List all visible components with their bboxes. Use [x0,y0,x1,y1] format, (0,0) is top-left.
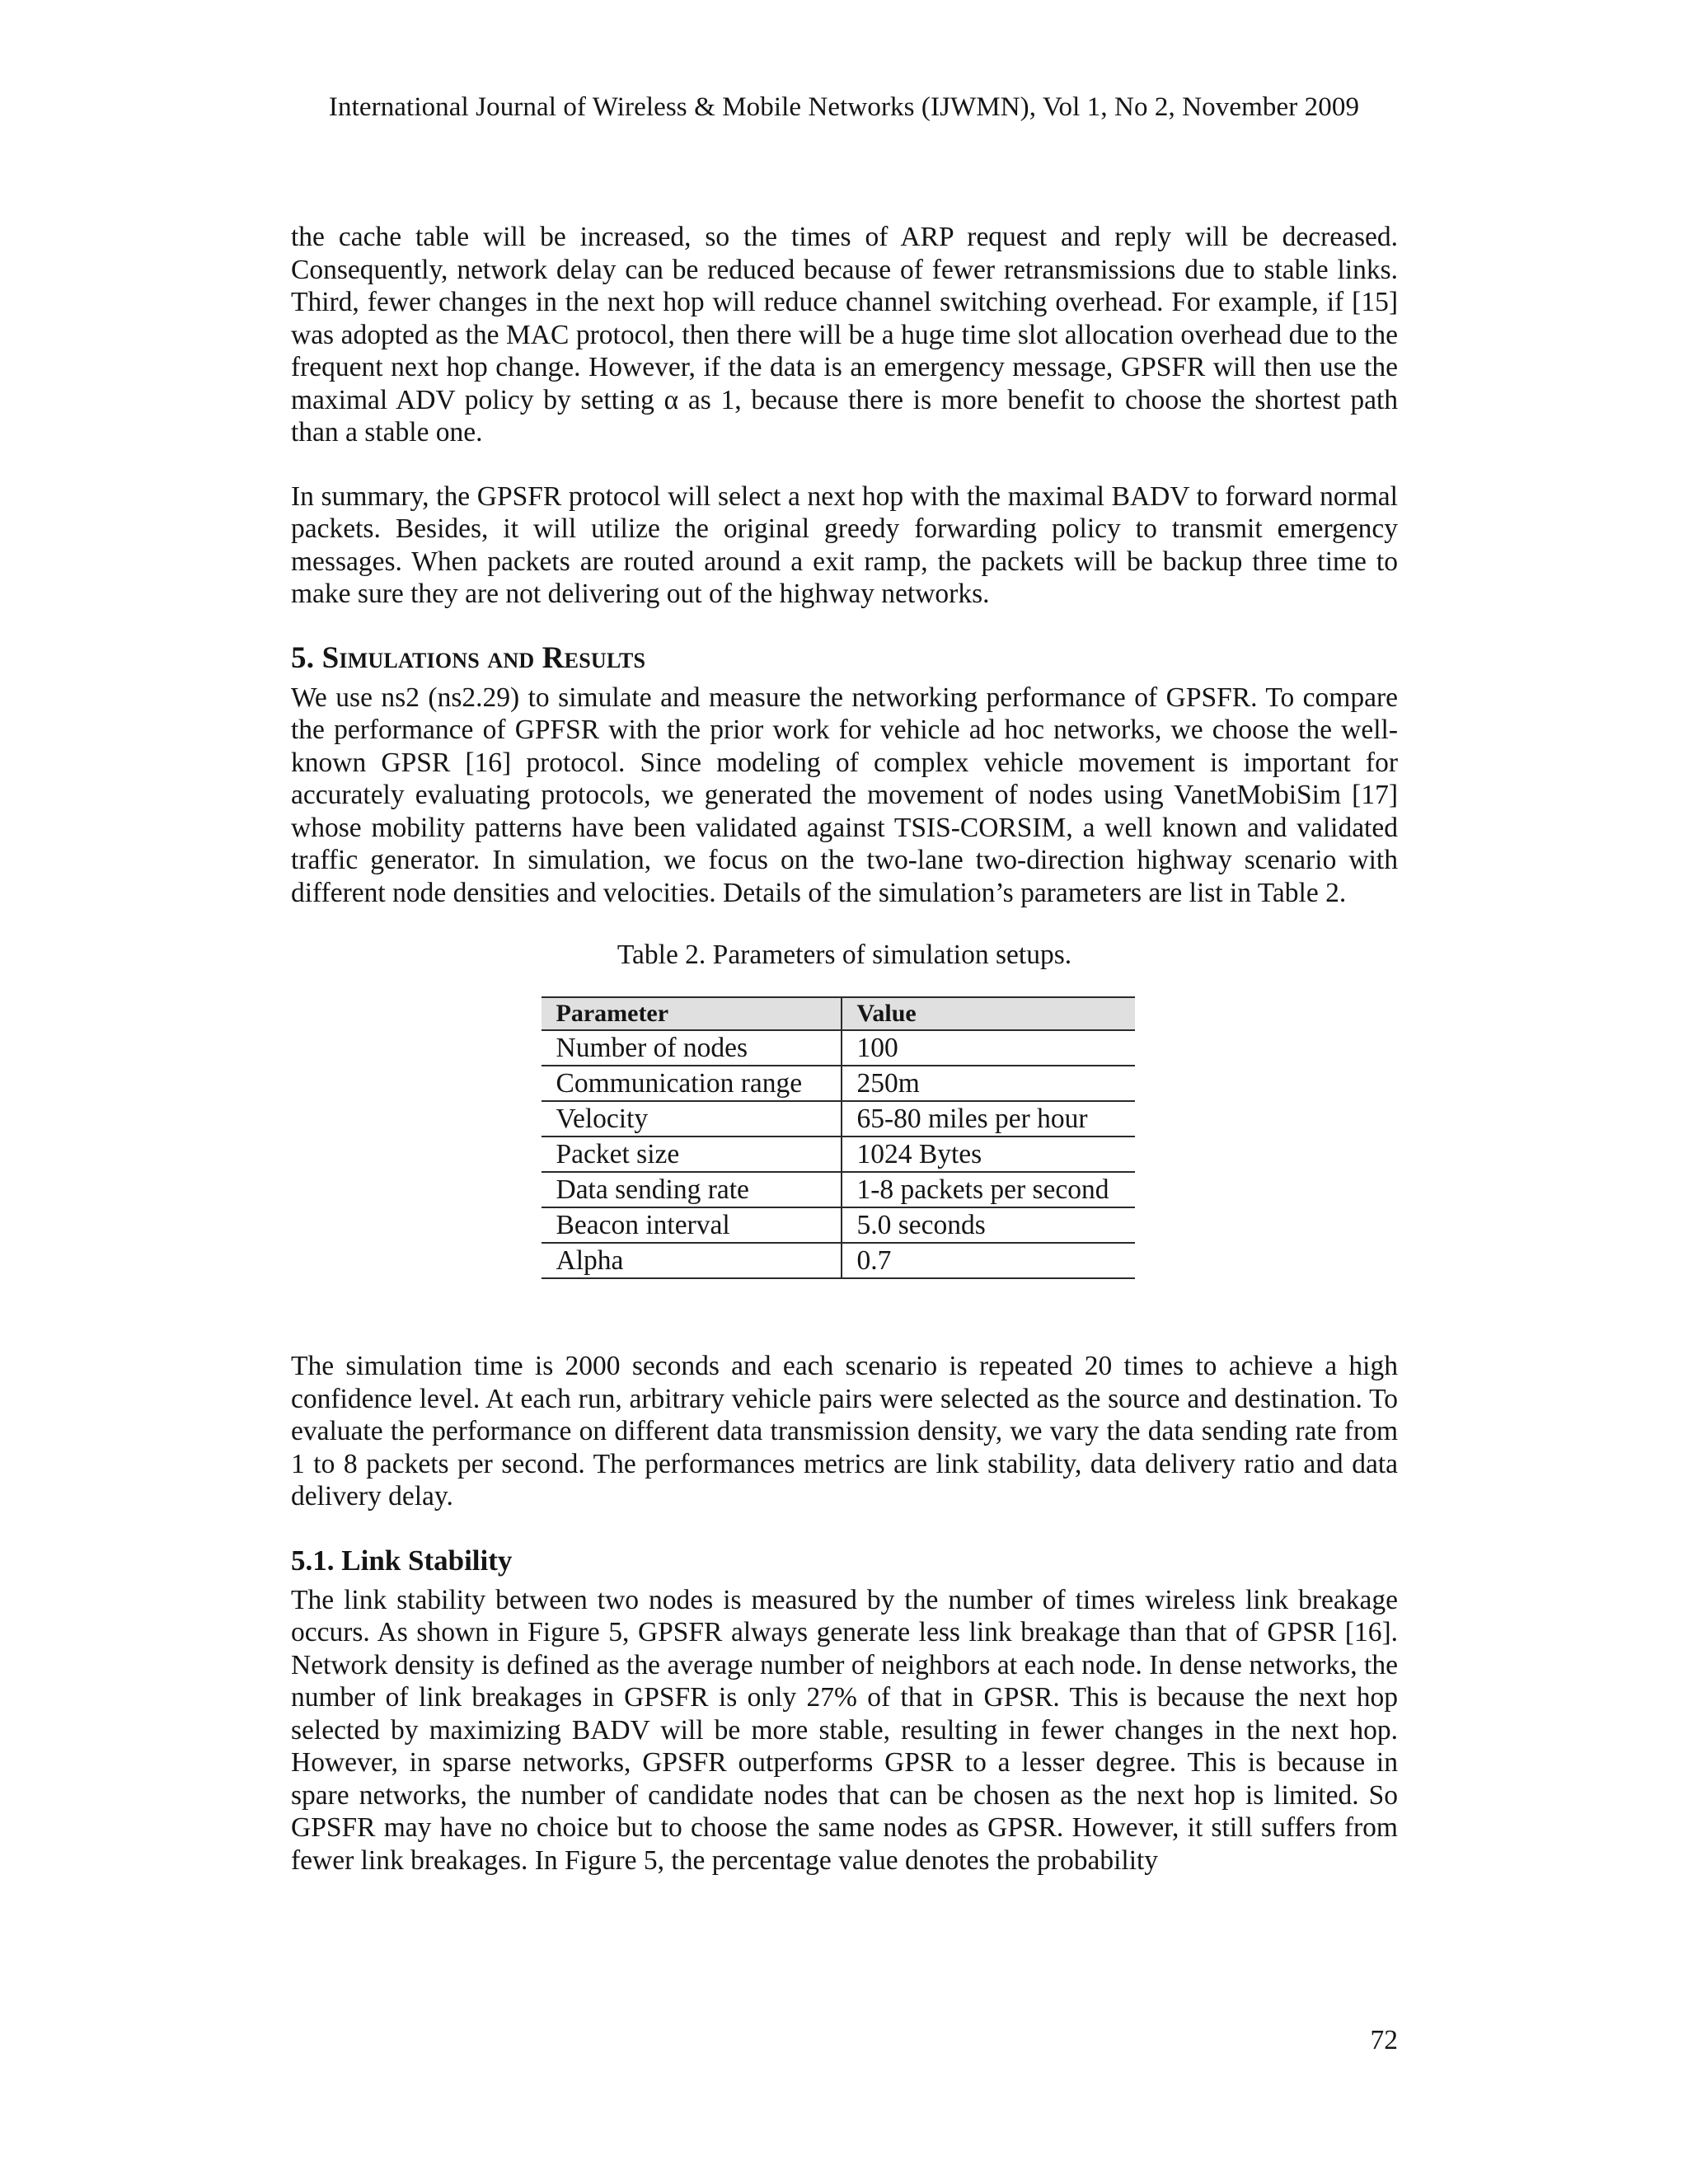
paragraph-continuation: the cache table will be increased, so the times of ARP request and reply will be decreased. Consequently, network delay can be reduced because of fewer retransmissions due to stable links. Third, fewer changes in the next hop will reduce channel switching overhead. For example, if [15] was adopted as the MAC protocol, then there will be a huge time slot allocation overhead due to the frequent next hop change. However, if the data is an emergency message, GPSFR will then use the maximal ADV policy by setting α as 1, because there is more benefit to choose the shortest path than a stable one. [291,222,1398,448]
value-cell: 5.0 seconds [842,1207,1135,1243]
parameter-cell: Velocity [542,1101,842,1137]
table-row [542,1137,1135,1172]
value-cell: 1-8 packets per second [842,1172,1135,1207]
parameter-cell: Beacon interval [542,1207,842,1243]
value-cell: 1024 Bytes [842,1137,1135,1172]
header-cell-value: Value [842,997,1135,1030]
parameter-cell: Alpha [542,1243,842,1278]
table-row [542,1030,1135,1066]
paragraph-summary: In summary, the GPSFR protocol will select a next hop with the maximal BADV to forward normal packets. Besides, it will utilize the original greedy forwarding policy to transmit emergency messages. When packets are routed around a exit ramp, the packets will be backup three time to make sure they are not delivering out of the highway networks. [291,480,1398,609]
paragraph-link-stability: The link stability between two nodes is measured by the number of times wireless link breakage occurs. As shown in Figure 5, GPSFR always generate less link breakage than that of GPSR [16]. Network density is defined as the average number of neighbors at each node. In dense networks, the number of link breakages in GPSFR is only 27% of that in GPSR. This is because the next hop selected by maximizing BADV will be more stable, resulting in fewer changes in the next hop. However, in sparse networks, GPSFR outperforms GPSR to a lesser degree. This is because in spare networks, the number of candidate nodes that can be chosen as the next hop is limited. So GPSFR may have no choice but to choose the same nodes as GPSR. However, it still suffers from fewer link breakages. In Figure 5, the percentage value denotes the probability [291,1584,1398,1876]
parameters-table [542,996,1135,1279]
table-row [542,1243,1135,1278]
parameter-cell: Packet size [542,1137,842,1172]
section-heading-simulations: 5. Simulations and Results [291,640,646,675]
table-row [542,1172,1135,1207]
parameter-cell: Data sending rate [542,1172,842,1207]
table-row [542,1066,1135,1101]
parameter-cell: Communication range [542,1066,842,1101]
value-cell: 100 [842,1030,1135,1066]
table-row [542,1101,1135,1137]
page-number: 72 [1370,2025,1398,2055]
table-caption: Table 2. Parameters of simulation setups. [617,940,1072,970]
parameter-cell: Number of nodes [542,1030,842,1066]
paragraph-simulation-intro: We use ns2 (ns2.29) to simulate and measure the networking performance of GPSFR. To compare the performance of GPFSR with the prior work for vehicle ad hoc networks, we choose the well-known GPSR [16] protocol. Since modeling of complex vehicle movement is important for accurately evaluating protocols, we generated the movement of nodes using VanetMobiSim [17] whose mobility patterns have been validated against TSIS-CORSIM, a well known and validated traffic generator. In simulation, we focus on the two-lane two-direction highway scenario with different node densities and velocities. Details of the simulation’s parameters are list in Table 2. [291,682,1398,908]
subsection-heading-link-stability: 5.1. Link Stability [291,1544,513,1577]
page-body [291,221,1398,1877]
table-container [291,996,1398,1279]
value-cell: 250m [842,1066,1135,1101]
table-row [542,1207,1135,1243]
value-cell: 0.7 [842,1243,1135,1278]
header-cell-parameter: Parameter [542,997,842,1030]
running-header: International Journal of Wireless & Mobile Networks (IJWMN), Vol 1, No 2, November 2009 [328,92,1360,122]
value-cell: 65-80 miles per hour [842,1101,1135,1137]
paragraph-simulation-time: The simulation time is 2000 seconds and each scenario is repeated 20 times to achieve a high confidence level. At each run, arbitrary vehicle pairs were selected as the source and destination. To evaluate the performance on different data transmission density, we vary the data sending rate from 1 to 8 packets per second. The performances metrics are link stability, data delivery ratio and data delivery delay. [291,1351,1398,1511]
table-header-row [542,997,1135,1030]
